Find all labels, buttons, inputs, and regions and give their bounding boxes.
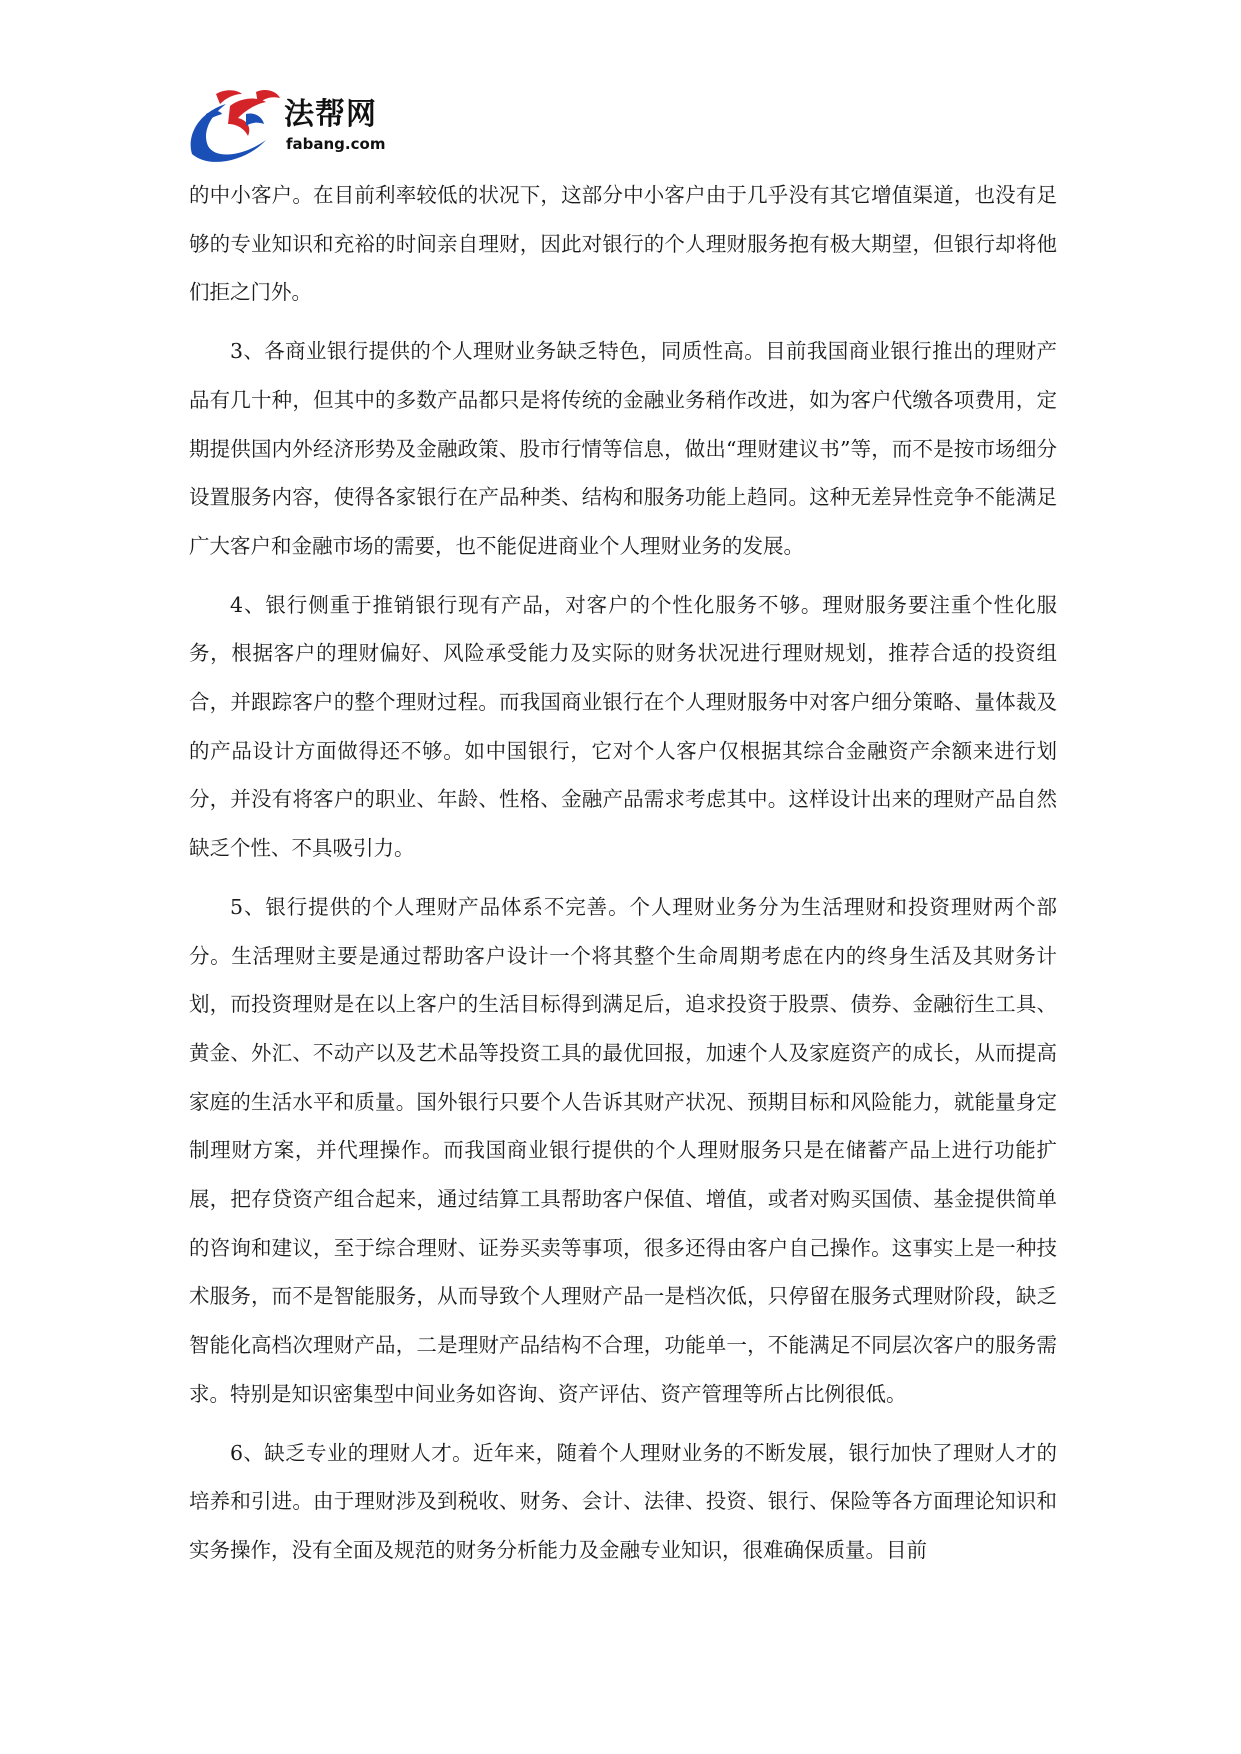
- logo-domain: fabang.com: [286, 135, 386, 153]
- paragraph-point-4: 4、银行侧重于推销银行现有产品，对客户的个性化服务不够。理财服务要注重个性化服务，根据客户的理财偏好、风险承受能力及实际的财务状况进行理财规划，推荐合适的投资组合，并跟踪客户的整个理财过程。而我国商业银行在个人理财服务中对客户细分策略、量体裁及的产品设计方面做得还不够。如中国银行，它对个人客户仅根据其综合金融资产余额来进行划分，并没有将客户的职业、年龄、性格、金融产品需求考虑其中。这样设计出来的理财产品自然缺乏个性、不具吸引力。: [189, 592, 1057, 861]
- paragraph-point-3: 3、各商业银行提供的个人理财业务缺乏特色，同质性高。目前我国商业银行推出的理财产品有几十种，但其中的多数产品都只是将传统的金融业务稍作改进，如为客户代缴各项费用，定期提供国内外经济形势及金融政策、股市行情等信息，做出“理财建议书”等，而不是按市场细分设置服务内容，使得各家银行在产品种类、结构和服务功能上趋同。这种无差异性竞争不能满足广大客户和金融市场的需要，也不能促进商业个人理财业务的发展。: [189, 339, 1057, 558]
- logo-site-name: 法帮网: [284, 97, 377, 132]
- paragraph-point-5: 5、银行提供的个人理财产品体系不完善。个人理财业务分为生活理财和投资理财两个部分。生活理财主要是通过帮助客户设计一个将其整个生命周期考虑在内的终身生活及其财务计划，而投资理财是在以上客户的生活目标得到满足后，追求投资于股票、债券、金融衍生工具、黄金、外汇、不动产以及艺术品等投资工具的最优回报，加速个人及家庭资产的成长，从而提高家庭的生活水平和质量。国外银行只要个人告诉其财产状况、预期目标和风险能力，就能量身定制理财方案，并代理操作。而我国商业银行提供的个人理财服务只是在储蓄产品上进行功能扩展，把存贷资产组合起来，通过结算工具帮助客户保值、增值，或者对购买国债、基金提供简单的咨询和建议，至于综合理财、证券买卖等事项，很多还得由客户自己操作。这事实上是一种技术服务，而不是智能服务，从而导致个人理财产品一是档次低，只停留在服务式理财阶段，缺乏智能化高档次理财产品，二是理财产品结构不合理，功能单一，不能满足不同层次客户的服务需求。特别是知识密集型中间业务如咨询、资产评估、资产管理等所占比例很低。: [189, 894, 1057, 1406]
- fabang-logo-icon: [186, 84, 286, 164]
- site-logo[interactable]: [186, 84, 406, 164]
- document-body: [189, 171, 1057, 1585]
- paragraph-continued: 的中小客户。在目前利率较低的状况下，这部分中小客户由于几乎没有其它增值渠道，也没有足够的专业知识和充裕的时间亲自理财，因此对银行的个人理财服务抱有极大期望，但银行却将他们拒之门外。: [189, 183, 1057, 305]
- paragraph-point-6: 6、缺乏专业的理财人才。近年来，随着个人理财业务的不断发展，银行加快了理财人才的培养和引进。由于理财涉及到税收、财务、会计、法律、投资、银行、保险等各方面理论知识和实务操作，没有全面及规范的财务分析能力及金融专业知识，很难确保质量。目前: [189, 1440, 1057, 1562]
